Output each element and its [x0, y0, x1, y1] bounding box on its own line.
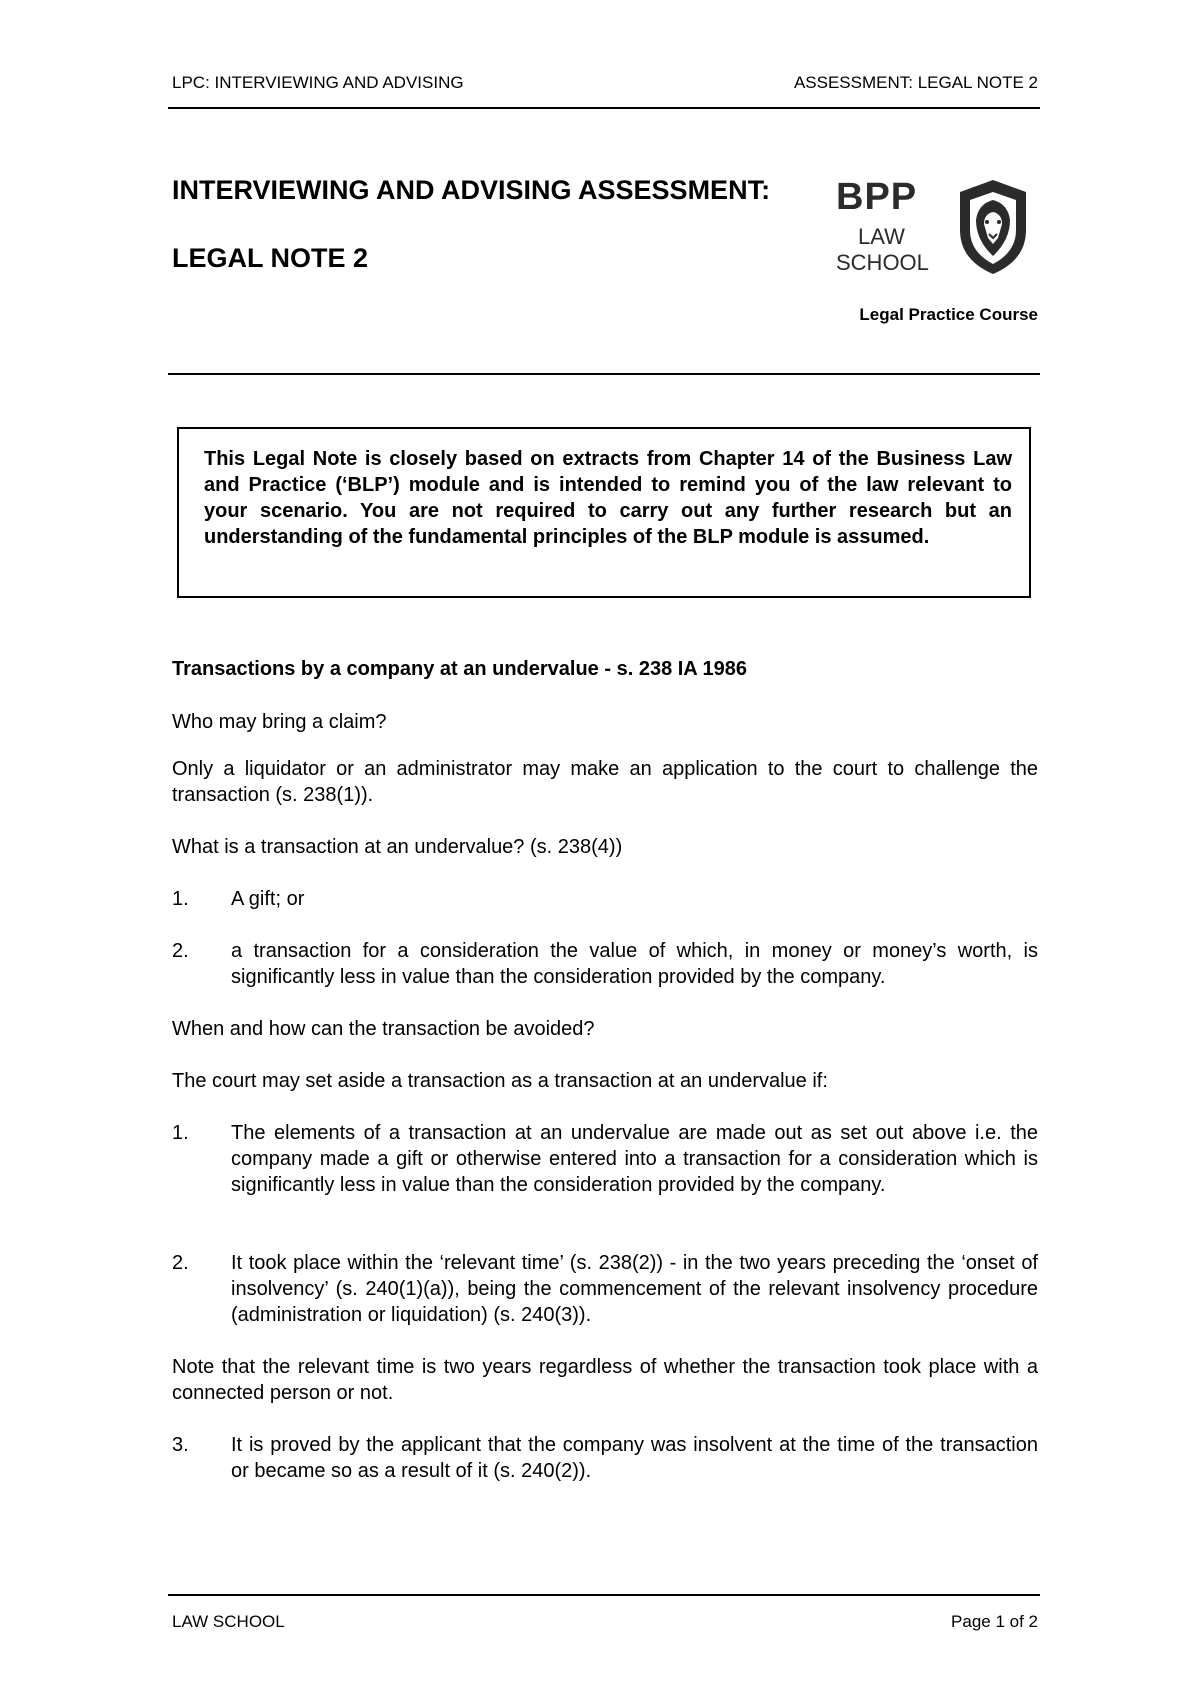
question-what: What is a transaction at an undervalue? (s. 238(4)) — [172, 836, 623, 858]
list1-num-2: 2. — [172, 940, 189, 962]
footer-left: LAW SCHOOL — [172, 1612, 285, 1631]
footer-page-number: Page 1 of 2 — [951, 1612, 1038, 1631]
header-left: LPC: INTERVIEWING AND ADVISING — [172, 73, 464, 92]
header-right: ASSESSMENT: LEGAL NOTE 2 — [793, 73, 1038, 92]
question-when: When and how can the transaction be avoided? — [172, 1018, 595, 1040]
logo-name-bold: BPP — [836, 176, 918, 218]
course-label: Legal Practice Course — [859, 305, 1038, 324]
question-who: Who may bring a claim? — [172, 711, 387, 733]
list1-item-2: a transaction for a consideration the value of which, in money or money’s worth, is significantly less in value than the consideration provided by the company. — [231, 940, 1038, 988]
header-rule — [168, 107, 1040, 109]
paragraph-court: The court may set aside a transaction as a transaction at an undervalue if: — [172, 1070, 828, 1092]
list2-num-2: 2. — [172, 1252, 189, 1274]
list3-num-3: 3. — [172, 1434, 189, 1456]
lion-shield-icon — [954, 178, 1032, 276]
bpp-law-school-logo — [836, 176, 1036, 286]
list2-num-1: 1. — [172, 1122, 189, 1144]
note-paragraph: Note that the relevant time is two years regardless of whether the transaction took place with a connected person or not. — [172, 1356, 1038, 1404]
title-line2: LEGAL NOTE 2 — [172, 243, 369, 273]
footer-rule — [168, 1594, 1040, 1596]
paragraph-liquidator: Only a liquidator or an administrator may make an application to the court to challenge the transaction (s. 238(1)). — [172, 758, 1038, 806]
notice-text: This Legal Note is closely based on extracts from Chapter 14 of the Business Law and Practice (‘BLP’) module and is intended to remind you of the law relevant to your scenario. You are not required to carry out any further research but an understanding of the fundamental principles of the BLP module is assumed. — [204, 448, 1012, 548]
list1-num-1: 1. — [172, 888, 189, 910]
section-heading: Transactions by a company at an undervalue - s. 238 IA 1986 — [172, 658, 748, 680]
list1-item-1: A gift; or — [231, 888, 305, 910]
list2-item-2: It took place within the ‘relevant time’ (s. 238(2)) - in the two years preceding the ‘onset of insolvency’ (s. 240(1)(a)), being the commencement of the relevant insolvency procedure (administration or liquidation) (s. 240(3)). — [231, 1252, 1038, 1326]
title-rule — [168, 373, 1040, 375]
list3-item-3: It is proved by the applicant that the company was insolvent at the time of the transaction or became so as a result of it (s. 240(2)). — [231, 1434, 1038, 1482]
logo-name-line3: SCHOOL — [836, 250, 929, 275]
logo-name-line2: LAW — [858, 224, 905, 249]
list2-item-1: The elements of a transaction at an undervalue are made out as set out above i.e. the company made a gift or otherwise entered into a transaction for a consideration which is significantly less in value than the consideration provided by the company. — [231, 1122, 1038, 1196]
title-line1: INTERVIEWING AND ADVISING ASSESSMENT: — [172, 175, 771, 205]
